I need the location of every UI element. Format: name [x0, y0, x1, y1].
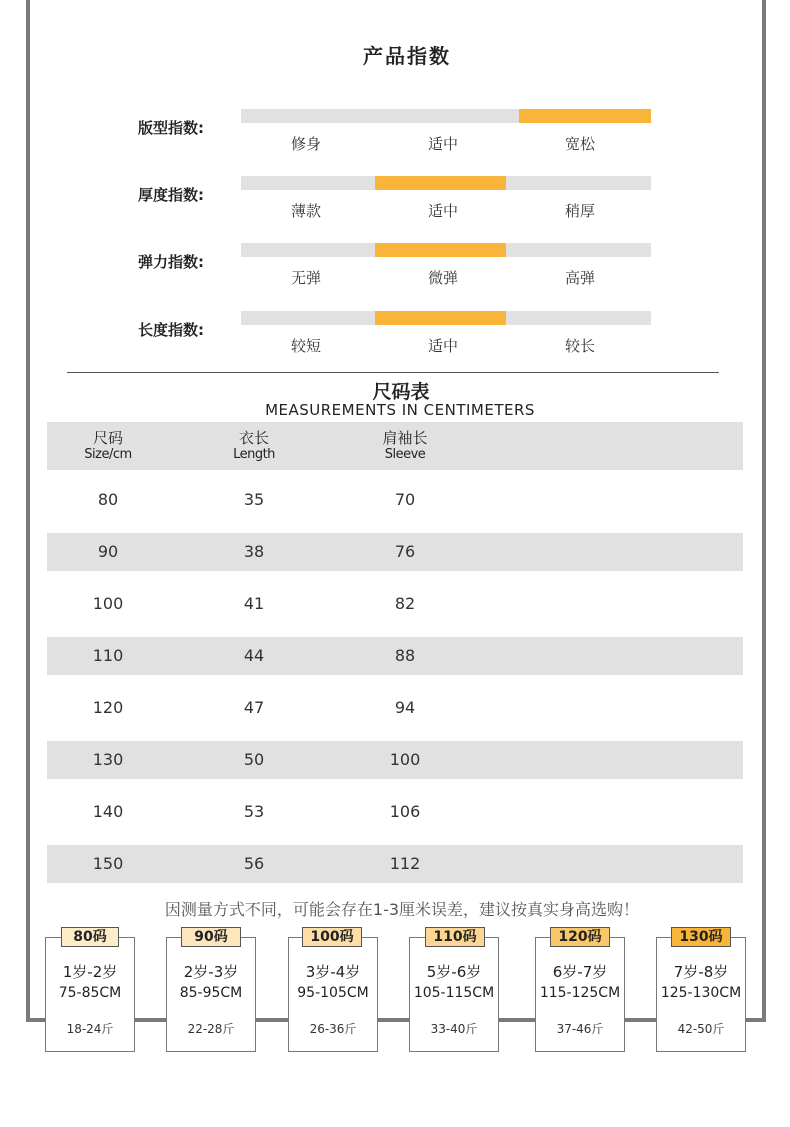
table-cell: 38 [243, 542, 265, 561]
index-label: 厚度指数: [138, 186, 204, 204]
table-cell: 56 [243, 854, 265, 873]
table-row [47, 689, 743, 727]
table-cell: 110 [92, 646, 124, 665]
table-row [47, 793, 743, 831]
table-row [47, 741, 743, 779]
table-cell: 112 [389, 854, 421, 873]
index-label: 长度指数: [138, 321, 204, 339]
table-cell: 47 [243, 698, 265, 717]
column-header-en: Sleeve [384, 447, 426, 462]
index-option: 薄款 [290, 202, 321, 220]
size-card-weight: 33-40斤 [430, 1022, 478, 1036]
size-card [166, 937, 256, 1052]
table-cell: 70 [394, 490, 416, 509]
size-card-tag: 90码 [181, 927, 241, 947]
index-row-thickness [0, 176, 790, 236]
index-row-length [0, 311, 790, 371]
size-card [45, 937, 135, 1052]
size-card-age: 5岁-6岁 [426, 963, 482, 981]
table-row [47, 845, 743, 883]
size-card-tag: 110码 [425, 927, 485, 947]
table-cell: 90 [97, 542, 119, 561]
table-cell: 76 [394, 542, 416, 561]
size-card-height: 125-130CM [660, 985, 742, 1001]
table-cell: 106 [389, 802, 421, 821]
size-card [409, 937, 499, 1052]
size-card-weight: 18-24斤 [66, 1022, 114, 1036]
table-cell: 41 [243, 594, 265, 613]
index-track [241, 311, 651, 325]
table-cell: 50 [243, 750, 265, 769]
size-card-tag: 120码 [550, 927, 610, 947]
size-card-tag: 100码 [302, 927, 362, 947]
size-card-height: 75-85CM [58, 985, 122, 1001]
index-option: 宽松 [564, 135, 595, 153]
index-option: 较长 [564, 337, 595, 355]
table-cell: 53 [243, 802, 265, 821]
index-option: 高弹 [564, 269, 595, 287]
table-row [47, 533, 743, 571]
size-card-height: 85-95CM [179, 985, 243, 1001]
index-option: 较短 [290, 337, 321, 355]
size-card-height: 105-115CM [413, 985, 495, 1001]
index-option: 微弹 [427, 269, 458, 287]
table-cell: 82 [394, 594, 416, 613]
size-card-age: 7岁-8岁 [673, 963, 729, 981]
size-card-tag: 80码 [61, 927, 119, 947]
index-label: 版型指数: [138, 119, 204, 137]
table-cell: 150 [92, 854, 124, 873]
size-table-header [47, 422, 743, 470]
index-option: 适中 [427, 202, 458, 220]
measurement-note: 因测量方式不同，可能会存在1-3厘米误差，建议按真实身高选购！ [164, 900, 640, 919]
size-card [535, 937, 625, 1052]
size-card-age: 6岁-7岁 [552, 963, 608, 981]
index-option: 修身 [290, 135, 321, 153]
column-header-zh: 肩袖长 [382, 429, 428, 447]
index-track [241, 109, 651, 123]
column-header-en: Size/cm [84, 447, 132, 462]
column-header-en: Length [233, 447, 275, 462]
size-card-weight: 37-46斤 [556, 1022, 604, 1036]
column-header-zh: 尺码 [92, 429, 123, 447]
size-card-weight: 42-50斤 [677, 1022, 725, 1036]
table-cell: 100 [389, 750, 421, 769]
size-card-age: 3岁-4岁 [305, 963, 361, 981]
table-cell: 100 [92, 594, 124, 613]
index-row-fit [0, 109, 790, 169]
table-cell: 94 [394, 698, 416, 717]
product-index-title: 产品指数 [363, 44, 451, 68]
size-card [288, 937, 378, 1052]
size-card-weight: 22-28斤 [187, 1022, 235, 1036]
column-header-length [204, 422, 304, 463]
index-track [241, 176, 651, 190]
column-header-sleeve [355, 422, 455, 463]
section-divider [67, 372, 719, 373]
table-cell: 120 [92, 698, 124, 717]
index-option: 适中 [427, 337, 458, 355]
size-card-weight: 26-36斤 [309, 1022, 357, 1036]
index-track [241, 243, 651, 257]
size-card-tag: 130码 [671, 927, 731, 947]
index-option: 无弹 [290, 269, 321, 287]
index-option: 稍厚 [564, 202, 595, 220]
column-header-zh: 衣长 [238, 429, 269, 447]
index-row-elasticity [0, 243, 790, 303]
index-label: 弹力指数: [138, 253, 204, 271]
index-option: 适中 [427, 135, 458, 153]
table-cell: 80 [97, 490, 119, 509]
column-header-size [58, 422, 158, 463]
table-cell: 140 [92, 802, 124, 821]
table-cell: 88 [394, 646, 416, 665]
size-card-height: 95-105CM [297, 985, 369, 1001]
size-card [656, 937, 746, 1052]
size-chart-title: 尺码表 [372, 381, 430, 403]
table-cell: 44 [243, 646, 265, 665]
size-card-age: 1岁-2岁 [62, 963, 118, 981]
table-cell: 35 [243, 490, 265, 509]
table-row [47, 637, 743, 675]
table-row [47, 585, 743, 623]
table-cell: 130 [92, 750, 124, 769]
index-fill [519, 109, 651, 123]
frame-bottom-border [26, 1018, 766, 1022]
index-fill [375, 243, 506, 257]
size-chart-subtitle: MEASUREMENTS IN CENTIMETERS [265, 401, 535, 419]
size-card-age: 2岁-3岁 [183, 963, 239, 981]
index-fill [375, 311, 506, 325]
size-card-height: 115-125CM [539, 985, 621, 1001]
index-fill [375, 176, 506, 190]
table-row [47, 481, 743, 519]
